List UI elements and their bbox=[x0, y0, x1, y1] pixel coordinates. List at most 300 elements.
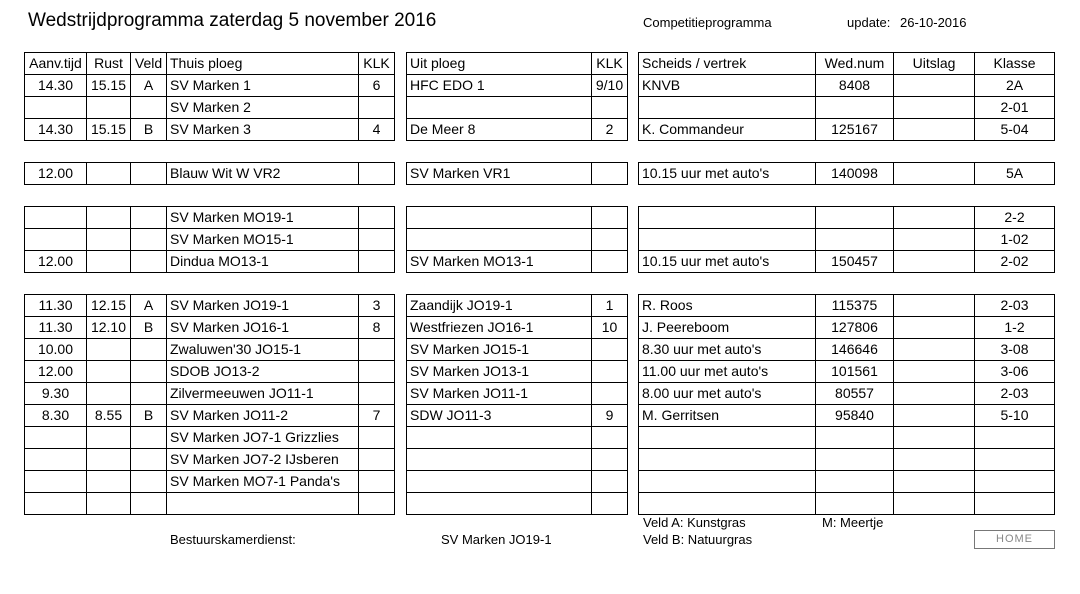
header-row bbox=[407, 53, 628, 75]
cell-rust: 12.15 bbox=[87, 295, 131, 317]
spacer-cell bbox=[87, 141, 131, 163]
table-row bbox=[407, 207, 628, 229]
cell-scheids bbox=[639, 229, 816, 251]
cell-rust: 12.10 bbox=[87, 317, 131, 339]
bestuurskamer-label: Bestuurskamerdienst: bbox=[170, 532, 296, 547]
spacer-cell bbox=[592, 185, 628, 207]
cell-uit bbox=[407, 97, 592, 119]
spacer-row bbox=[25, 273, 395, 295]
spacer-cell bbox=[639, 185, 816, 207]
table-row bbox=[25, 493, 395, 515]
cell-klasse: 3-08 bbox=[975, 339, 1055, 361]
table-row bbox=[25, 163, 395, 185]
cell-thuis: SV Marken JO19-1 bbox=[167, 295, 359, 317]
cell-wednum bbox=[816, 493, 894, 515]
cell-veld: B bbox=[131, 317, 167, 339]
table-row bbox=[25, 295, 395, 317]
cell-klk1: 4 bbox=[359, 119, 395, 141]
cell-klk2 bbox=[592, 339, 628, 361]
column-header-thuis: Thuis ploeg bbox=[167, 53, 359, 75]
table-row bbox=[639, 383, 1055, 405]
cell-uit: SV Marken JO15-1 bbox=[407, 339, 592, 361]
cell-thuis: SV Marken 2 bbox=[167, 97, 359, 119]
legend-meertje: M: Meertje bbox=[822, 515, 884, 530]
cell-thuis: SV Marken JO7-2 IJsberen bbox=[167, 449, 359, 471]
cell-scheids: M. Gerritsen bbox=[639, 405, 816, 427]
cell-aanv bbox=[25, 449, 87, 471]
cell-wednum bbox=[816, 427, 894, 449]
cell-rust bbox=[87, 427, 131, 449]
competitie-label: Competitieprogramma bbox=[643, 15, 772, 30]
cell-aanv: 9.30 bbox=[25, 383, 87, 405]
cell-wednum: 101561 bbox=[816, 361, 894, 383]
cell-klasse: 1-2 bbox=[975, 317, 1055, 339]
table-row bbox=[639, 97, 1055, 119]
cell-klk1 bbox=[359, 207, 395, 229]
cell-veld bbox=[131, 471, 167, 493]
table-row bbox=[25, 449, 395, 471]
cell-veld bbox=[131, 97, 167, 119]
cell-wednum: 140098 bbox=[816, 163, 894, 185]
cell-klk2 bbox=[592, 471, 628, 493]
table-row bbox=[639, 207, 1055, 229]
page-title: Wedstrijdprogramma zaterdag 5 november 2016 bbox=[28, 10, 437, 31]
table-row bbox=[407, 493, 628, 515]
spacer-cell bbox=[87, 273, 131, 295]
cell-aanv: 8.30 bbox=[25, 405, 87, 427]
cell-klk1 bbox=[359, 449, 395, 471]
table-row bbox=[25, 229, 395, 251]
cell-thuis: SV Marken MO19-1 bbox=[167, 207, 359, 229]
cell-wednum: 125167 bbox=[816, 119, 894, 141]
spacer-row bbox=[407, 185, 628, 207]
table-row bbox=[639, 449, 1055, 471]
cell-aanv bbox=[25, 427, 87, 449]
cell-klk2: 1 bbox=[592, 295, 628, 317]
cell-uit: De Meer 8 bbox=[407, 119, 592, 141]
cell-scheids: K. Commandeur bbox=[639, 119, 816, 141]
table-row bbox=[639, 405, 1055, 427]
cell-rust: 15.15 bbox=[87, 75, 131, 97]
spacer-cell bbox=[25, 185, 87, 207]
cell-rust: 15.15 bbox=[87, 119, 131, 141]
column-header-veld: Veld bbox=[131, 53, 167, 75]
spacer-cell bbox=[639, 141, 816, 163]
table-row bbox=[25, 75, 395, 97]
cell-uit bbox=[407, 493, 592, 515]
cell-veld bbox=[131, 493, 167, 515]
cell-uitslag bbox=[894, 493, 975, 515]
cell-veld bbox=[131, 361, 167, 383]
cell-veld bbox=[131, 251, 167, 273]
table-row bbox=[25, 119, 395, 141]
spacer-cell bbox=[25, 141, 87, 163]
referee-table bbox=[638, 52, 1055, 515]
cell-klk2 bbox=[592, 207, 628, 229]
cell-scheids bbox=[639, 207, 816, 229]
spacer-cell bbox=[131, 141, 167, 163]
cell-thuis bbox=[167, 493, 359, 515]
cell-klk1 bbox=[359, 251, 395, 273]
table-row bbox=[639, 427, 1055, 449]
cell-scheids: R. Roos bbox=[639, 295, 816, 317]
table-row bbox=[407, 339, 628, 361]
table-row bbox=[25, 207, 395, 229]
table-row bbox=[407, 471, 628, 493]
cell-klasse: 2A bbox=[975, 75, 1055, 97]
cell-klk1 bbox=[359, 471, 395, 493]
cell-uit: Zaandijk JO19-1 bbox=[407, 295, 592, 317]
cell-uitslag bbox=[894, 405, 975, 427]
cell-klk1: 7 bbox=[359, 405, 395, 427]
header-row bbox=[25, 53, 395, 75]
cell-klk1: 8 bbox=[359, 317, 395, 339]
spacer-cell bbox=[131, 273, 167, 295]
table-row bbox=[639, 361, 1055, 383]
cell-scheids: 10.15 uur met auto's bbox=[639, 163, 816, 185]
cell-rust bbox=[87, 449, 131, 471]
table-row bbox=[407, 97, 628, 119]
table-row bbox=[407, 163, 628, 185]
bestuurskamer-value: SV Marken JO19-1 bbox=[441, 532, 552, 547]
cell-klk2: 10 bbox=[592, 317, 628, 339]
spacer-row bbox=[639, 185, 1055, 207]
cell-uit bbox=[407, 427, 592, 449]
spacer-row bbox=[25, 185, 395, 207]
cell-uit: SV Marken MO13-1 bbox=[407, 251, 592, 273]
spacer-cell bbox=[167, 141, 359, 163]
cell-klasse: 5-04 bbox=[975, 119, 1055, 141]
table-row bbox=[639, 339, 1055, 361]
cell-aanv bbox=[25, 97, 87, 119]
cell-uit bbox=[407, 449, 592, 471]
cell-klasse: 2-03 bbox=[975, 295, 1055, 317]
cell-klasse: 2-2 bbox=[975, 207, 1055, 229]
spacer-cell bbox=[167, 273, 359, 295]
spacer-cell bbox=[407, 141, 592, 163]
cell-scheids bbox=[639, 449, 816, 471]
table-row bbox=[25, 317, 395, 339]
cell-scheids bbox=[639, 493, 816, 515]
cell-uitslag bbox=[894, 427, 975, 449]
cell-uitslag bbox=[894, 229, 975, 251]
cell-klk2 bbox=[592, 229, 628, 251]
cell-wednum: 127806 bbox=[816, 317, 894, 339]
table-row bbox=[25, 339, 395, 361]
cell-rust bbox=[87, 493, 131, 515]
column-header-scheids: Scheids / vertrek bbox=[639, 53, 816, 75]
cell-klasse: 2-01 bbox=[975, 97, 1055, 119]
cell-thuis: SV Marken JO16-1 bbox=[167, 317, 359, 339]
cell-aanv: 11.30 bbox=[25, 317, 87, 339]
cell-rust bbox=[87, 229, 131, 251]
cell-klk1 bbox=[359, 97, 395, 119]
cell-veld bbox=[131, 229, 167, 251]
cell-rust bbox=[87, 471, 131, 493]
cell-uit bbox=[407, 207, 592, 229]
cell-klasse: 2-03 bbox=[975, 383, 1055, 405]
cell-aanv: 12.00 bbox=[25, 361, 87, 383]
cell-wednum bbox=[816, 471, 894, 493]
cell-veld: B bbox=[131, 405, 167, 427]
cell-veld: B bbox=[131, 119, 167, 141]
cell-klasse: 3-06 bbox=[975, 361, 1055, 383]
spacer-cell bbox=[359, 185, 395, 207]
table-row bbox=[407, 317, 628, 339]
cell-uit bbox=[407, 471, 592, 493]
spacer-row bbox=[639, 141, 1055, 163]
cell-aanv bbox=[25, 493, 87, 515]
cell-uitslag bbox=[894, 449, 975, 471]
cell-uitslag bbox=[894, 119, 975, 141]
table-row bbox=[639, 317, 1055, 339]
spacer-cell bbox=[975, 141, 1055, 163]
away-team-table bbox=[406, 52, 628, 515]
cell-aanv bbox=[25, 471, 87, 493]
cell-rust bbox=[87, 383, 131, 405]
cell-veld bbox=[131, 163, 167, 185]
cell-scheids: KNVB bbox=[639, 75, 816, 97]
cell-uitslag bbox=[894, 383, 975, 405]
cell-wednum bbox=[816, 449, 894, 471]
cell-klasse: 5A bbox=[975, 163, 1055, 185]
column-header-aanv: Aanv.tijd bbox=[25, 53, 87, 75]
cell-veld: A bbox=[131, 295, 167, 317]
spacer-cell bbox=[25, 273, 87, 295]
cell-klasse: 5-10 bbox=[975, 405, 1055, 427]
cell-wednum: 95840 bbox=[816, 405, 894, 427]
cell-aanv: 14.30 bbox=[25, 119, 87, 141]
cell-klasse bbox=[975, 427, 1055, 449]
column-header-klk1: KLK bbox=[359, 53, 395, 75]
column-header-wednum: Wed.num bbox=[816, 53, 894, 75]
spacer-cell bbox=[639, 273, 816, 295]
cell-thuis: SV Marken 1 bbox=[167, 75, 359, 97]
cell-klk1: 3 bbox=[359, 295, 395, 317]
spacer-cell bbox=[359, 141, 395, 163]
spacer-cell bbox=[592, 273, 628, 295]
cell-aanv bbox=[25, 207, 87, 229]
cell-klk2 bbox=[592, 97, 628, 119]
table-row bbox=[25, 471, 395, 493]
cell-uit: Westfriezen JO16-1 bbox=[407, 317, 592, 339]
cell-klk1 bbox=[359, 361, 395, 383]
cell-thuis: SV Marken MO15-1 bbox=[167, 229, 359, 251]
spacer-row bbox=[407, 141, 628, 163]
spacer-cell bbox=[816, 141, 894, 163]
cell-klk1 bbox=[359, 339, 395, 361]
table-row bbox=[25, 251, 395, 273]
header-row bbox=[639, 53, 1055, 75]
cell-wednum: 8408 bbox=[816, 75, 894, 97]
cell-thuis: SV Marken JO7-1 Grizzlies bbox=[167, 427, 359, 449]
cell-aanv: 14.30 bbox=[25, 75, 87, 97]
spacer-row bbox=[639, 273, 1055, 295]
cell-veld bbox=[131, 427, 167, 449]
cell-klk1 bbox=[359, 427, 395, 449]
cell-uitslag bbox=[894, 317, 975, 339]
cell-thuis: SDOB JO13-2 bbox=[167, 361, 359, 383]
cell-klasse bbox=[975, 449, 1055, 471]
cell-uitslag bbox=[894, 339, 975, 361]
cell-scheids: J. Peereboom bbox=[639, 317, 816, 339]
cell-klk2 bbox=[592, 251, 628, 273]
cell-wednum: 150457 bbox=[816, 251, 894, 273]
cell-klk2 bbox=[592, 163, 628, 185]
cell-klk1 bbox=[359, 229, 395, 251]
cell-veld bbox=[131, 383, 167, 405]
spacer-cell bbox=[894, 141, 975, 163]
cell-klk2 bbox=[592, 383, 628, 405]
spacer-cell bbox=[894, 185, 975, 207]
cell-veld bbox=[131, 449, 167, 471]
cell-veld: A bbox=[131, 75, 167, 97]
cell-klk1 bbox=[359, 383, 395, 405]
cell-klk2 bbox=[592, 427, 628, 449]
spacer-cell bbox=[407, 185, 592, 207]
table-row bbox=[639, 75, 1055, 97]
cell-aanv: 11.30 bbox=[25, 295, 87, 317]
cell-rust: 8.55 bbox=[87, 405, 131, 427]
spacer-cell bbox=[592, 141, 628, 163]
cell-klasse bbox=[975, 493, 1055, 515]
cell-klk2: 9 bbox=[592, 405, 628, 427]
table-row bbox=[25, 383, 395, 405]
cell-klk1 bbox=[359, 163, 395, 185]
spacer-cell bbox=[359, 273, 395, 295]
cell-rust bbox=[87, 207, 131, 229]
cell-klasse: 2-02 bbox=[975, 251, 1055, 273]
cell-uitslag bbox=[894, 251, 975, 273]
table-row bbox=[25, 427, 395, 449]
spacer-cell bbox=[167, 185, 359, 207]
cell-klk2 bbox=[592, 361, 628, 383]
spacer-cell bbox=[816, 185, 894, 207]
cell-thuis: Dindua MO13-1 bbox=[167, 251, 359, 273]
cell-veld bbox=[131, 207, 167, 229]
update-label: update: bbox=[847, 15, 891, 30]
spacer-cell bbox=[975, 273, 1055, 295]
cell-uit: SV Marken JO11-1 bbox=[407, 383, 592, 405]
cell-klk2 bbox=[592, 449, 628, 471]
spacer-cell bbox=[816, 273, 894, 295]
cell-uit bbox=[407, 229, 592, 251]
update-date: 26-10-2016 bbox=[900, 15, 967, 30]
cell-aanv: 10.00 bbox=[25, 339, 87, 361]
table-row bbox=[407, 295, 628, 317]
cell-uit: SDW JO11-3 bbox=[407, 405, 592, 427]
home-team-table bbox=[24, 52, 395, 515]
table-row bbox=[407, 383, 628, 405]
cell-aanv: 12.00 bbox=[25, 163, 87, 185]
cell-uitslag bbox=[894, 295, 975, 317]
cell-klk2 bbox=[592, 493, 628, 515]
cell-scheids bbox=[639, 471, 816, 493]
table-row bbox=[407, 229, 628, 251]
cell-veld bbox=[131, 339, 167, 361]
spacer-cell bbox=[87, 185, 131, 207]
table-row bbox=[407, 119, 628, 141]
spacer-cell bbox=[894, 273, 975, 295]
cell-klk2: 2 bbox=[592, 119, 628, 141]
table-row bbox=[25, 97, 395, 119]
cell-uitslag bbox=[894, 361, 975, 383]
table-row bbox=[639, 471, 1055, 493]
cell-uitslag bbox=[894, 97, 975, 119]
cell-scheids bbox=[639, 427, 816, 449]
spacer-cell bbox=[131, 185, 167, 207]
table-row bbox=[407, 251, 628, 273]
table-row bbox=[639, 493, 1055, 515]
cell-scheids: 11.00 uur met auto's bbox=[639, 361, 816, 383]
table-row bbox=[25, 361, 395, 383]
table-row bbox=[639, 163, 1055, 185]
cell-wednum: 146646 bbox=[816, 339, 894, 361]
table-row bbox=[407, 405, 628, 427]
cell-aanv bbox=[25, 229, 87, 251]
cell-uitslag bbox=[894, 207, 975, 229]
cell-scheids: 8.00 uur met auto's bbox=[639, 383, 816, 405]
cell-wednum: 80557 bbox=[816, 383, 894, 405]
cell-klk2: 9/10 bbox=[592, 75, 628, 97]
table-row bbox=[639, 229, 1055, 251]
cell-scheids: 10.15 uur met auto's bbox=[639, 251, 816, 273]
cell-thuis: SV Marken 3 bbox=[167, 119, 359, 141]
cell-wednum bbox=[816, 207, 894, 229]
cell-rust bbox=[87, 339, 131, 361]
home-button[interactable]: HOME bbox=[974, 530, 1055, 549]
legend-veld-a: Veld A: Kunstgras bbox=[643, 515, 746, 530]
cell-rust bbox=[87, 361, 131, 383]
cell-rust bbox=[87, 251, 131, 273]
column-header-uit: Uit ploeg bbox=[407, 53, 592, 75]
cell-uit: HFC EDO 1 bbox=[407, 75, 592, 97]
table-row bbox=[639, 251, 1055, 273]
cell-thuis: SV Marken JO11-2 bbox=[167, 405, 359, 427]
cell-aanv: 12.00 bbox=[25, 251, 87, 273]
cell-uitslag bbox=[894, 163, 975, 185]
cell-wednum bbox=[816, 229, 894, 251]
cell-thuis: Zilvermeeuwen JO11-1 bbox=[167, 383, 359, 405]
spacer-row bbox=[407, 273, 628, 295]
cell-rust bbox=[87, 97, 131, 119]
cell-uitslag bbox=[894, 75, 975, 97]
column-header-klk2: KLK bbox=[592, 53, 628, 75]
cell-klasse bbox=[975, 471, 1055, 493]
table-row bbox=[407, 361, 628, 383]
table-row bbox=[25, 405, 395, 427]
cell-rust bbox=[87, 163, 131, 185]
cell-uit: SV Marken JO13-1 bbox=[407, 361, 592, 383]
cell-klk1: 6 bbox=[359, 75, 395, 97]
cell-thuis: Zwaluwen'30 JO15-1 bbox=[167, 339, 359, 361]
legend-veld-b: Veld B: Natuurgras bbox=[643, 532, 753, 547]
cell-scheids: 8.30 uur met auto's bbox=[639, 339, 816, 361]
spacer-row bbox=[25, 141, 395, 163]
column-header-klasse: Klasse bbox=[975, 53, 1055, 75]
cell-uitslag bbox=[894, 471, 975, 493]
table-row bbox=[407, 75, 628, 97]
cell-wednum: 115375 bbox=[816, 295, 894, 317]
cell-uit: SV Marken VR1 bbox=[407, 163, 592, 185]
spacer-cell bbox=[975, 185, 1055, 207]
table-row bbox=[407, 427, 628, 449]
cell-scheids bbox=[639, 97, 816, 119]
table-row bbox=[639, 119, 1055, 141]
cell-klk1 bbox=[359, 493, 395, 515]
column-header-uitslag: Uitslag bbox=[894, 53, 975, 75]
column-header-rust: Rust bbox=[87, 53, 131, 75]
